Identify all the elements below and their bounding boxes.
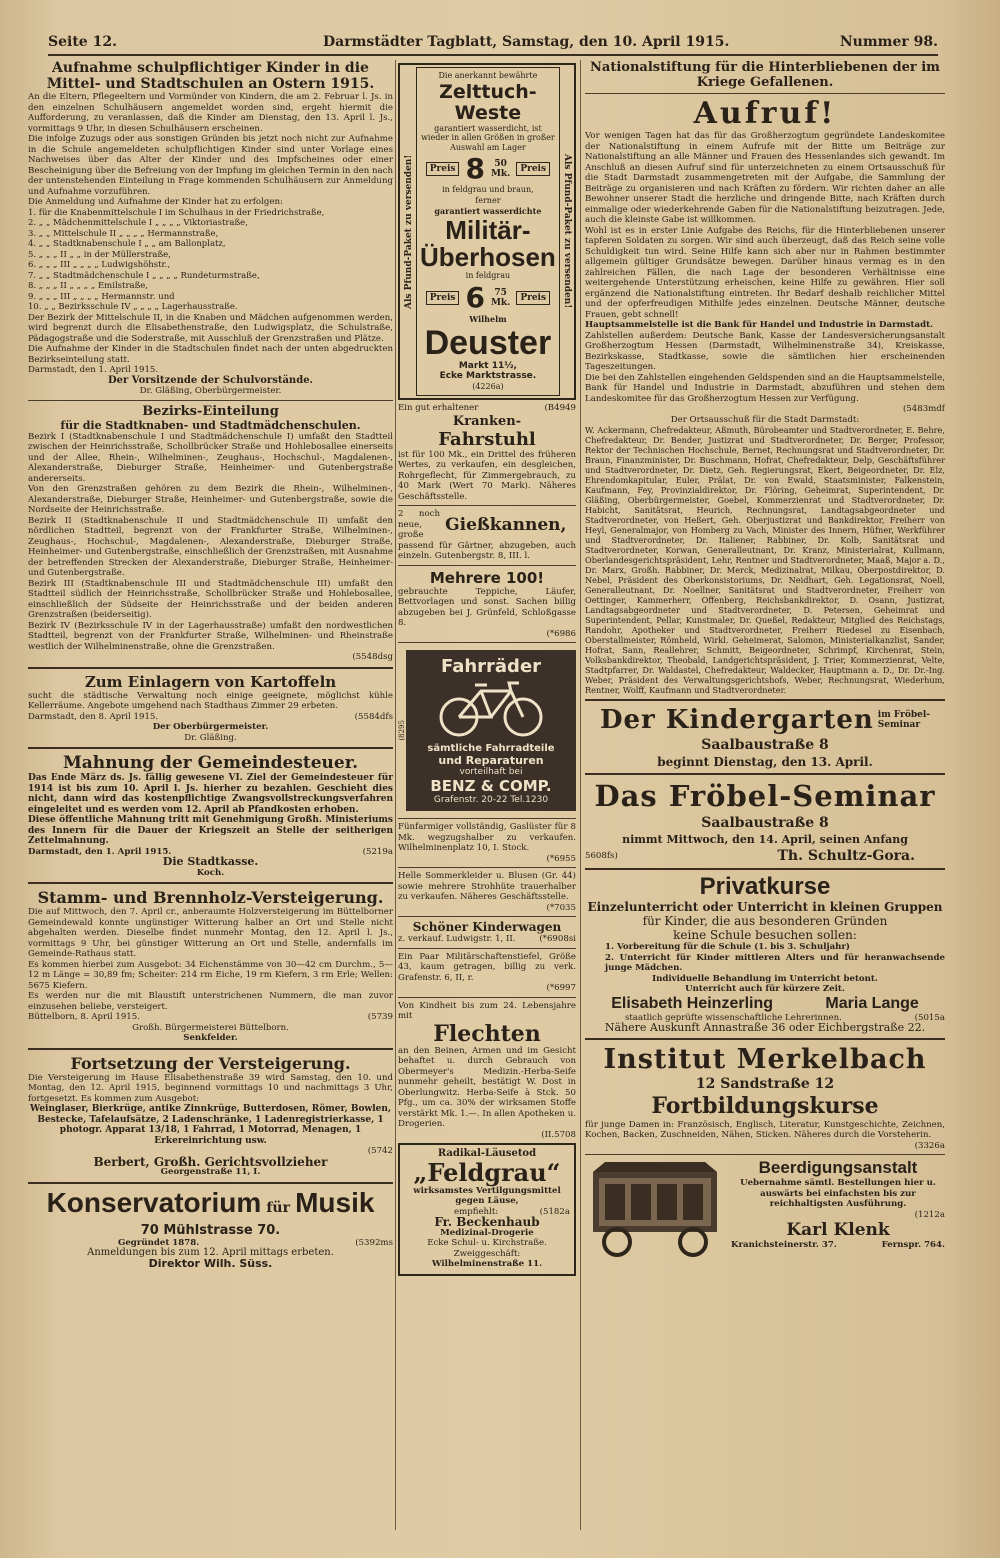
paragraph: Der Bezirk der Mittelschule II, in die Knaben und Mädchen aufgenommen werden, wird begrenzt durch die Elisabethenstraße, den Ludwigsplatz, die Schulstraße, Pädagogstraße und die Soderstraße, mit Ausschluß der Grenzstraßen und Plätze. bbox=[28, 312, 393, 344]
tax-reminder bbox=[28, 753, 393, 878]
divider bbox=[28, 1048, 393, 1050]
paragraph: Hauptsammelstelle ist die Bank für Handel und Industrie in Darmstadt. bbox=[585, 320, 934, 330]
line: vorteilhaft bei bbox=[459, 767, 523, 777]
private-courses-ad bbox=[585, 874, 945, 1034]
intro: 2 noch neue, große bbox=[398, 509, 440, 540]
price-currency: Mk. bbox=[490, 297, 511, 308]
district-title: Bezirks-Einteilung bbox=[142, 403, 279, 419]
price-label: Preis bbox=[426, 162, 460, 176]
page-header bbox=[48, 34, 938, 56]
carpets-ad bbox=[398, 569, 576, 640]
address: Kranichsteinerstr. 37. bbox=[731, 1240, 837, 1250]
list-item: 3. „ „ Mittelschule II „ „ „ „ Hermannstraße, bbox=[28, 228, 219, 239]
signature-name: Senkfelder. bbox=[183, 1033, 238, 1043]
wheelchair-ad bbox=[398, 403, 576, 502]
product-title: Zelttuch- bbox=[439, 80, 537, 103]
stroller-text: z. verkauf. Ludwigstr. 1, II. bbox=[398, 934, 516, 944]
tax-title: Mahnung der Gemeindesteuer. bbox=[62, 753, 359, 773]
courses-title: Privatkurse bbox=[699, 873, 831, 900]
signature: Der Oberbürgermeister. bbox=[152, 722, 269, 732]
committee-members: W. Ackermann, Chefredakteur, Aßmuth, Bürobeamter und Stadtverordneter, E. Behre, Chefredakteur, Dr. Bender, Justizrat und Stadtverordneter, Dr. Berger, Professor, Rektor der Technischen Hochschule, Bernet, Rechnungsrat und Stadtverordneter, Dr. Braun, Finanzminister, Dr. Buschmann, Hofrat, Chefredakteur, Delp, Geschäftsführer und Stadtverordneter, Dr. Dietz, Geh. Regierungsrat, Ekert, Beigeordneter, Dr. Elz, Ehrendomkapitular, Euler, Prälat, Dr. von Ewald, Staatsminister, Falkenstein, Kaufmann, Fey, Provinzialdirektor, Dr. Flöring, Geheimrat, Superintendent, Dr. Gläßing, Oberbürgermeister, Goebel, Kommerzienrat und Stadtverordneter, Dr. Habicht, Sanitätsrat, Heurich, Rechnungsrat, Landtagsabgeordneter und Stadtverordneter, von Heßert, Geh. Oberjustizrat und Bankdirektor, Freiherr von Heyl, Generalmajor, von Homberg zu Vach, Minister des Innern, Hüfner, Werkführer und Stadtverordneter, Dr. Italiener, Rabbiner, Dr. Kolb, Sanitätsrat und Stadtverordneter, Korwan, Generalleutnant, Dr. Kranz, Ministerialrat, Kullmann, Oberlandesgerichtspräsident, Lehr, Rentner und Stadtverordneter, Maaß, Major a. D., Dr. Marx, Großh. Rabbiner, Dr. Merck, Medizinalrat, Milkau, Oberpostdirektor, D. Nebel, Präsident des Oberkonsistoriums, Dr. Neidhart, Geh. Legationsrat, Noell, Generalleutnant, Dr. Noellner, Sanitätsrat und Stadtverordneter, Freiherr von Oettinger, Kammerherr, Offenberg, Reichsbankdirektor, D. Osann, Justizrat, Landtagsabgeordneter und Stadtverordneter, D. Petersen, Geheimrat und Superintendent, Pellar, Kunstmaler, Dr. Queßel, Redakteur, Mitglied des Reichstags, Randohr, Apotheker und Stadtverordneter, Freiherr Riedesel zu Eisenbach, Oberstallmeister, Römheld, Wirkl. Geheimerat, Salomon, Ministerialkanzlist, Sander, Hofrat, Sann, Reallehrer, Schmitt, Beigeordneter, Schrimpf, Kirchenrat, Stein, Volksbankdirektor, Theobald, Landgerichtspräsident, J. Trier, Kommerzienrat, Velte, Stadtpfarrer, Dr. Waldastel, Chefredakteur, Waldecker, Hauptmann a. D., Dr. Dr.-Ing. Weber, Präsident des Verwaltungsgerichtshofs, Weber, Rechnungsrat, Wiederhum, Rentner, Wolff, Kaufmann und Stadtverordneter. bbox=[585, 425, 945, 695]
conservatory-ad bbox=[28, 1188, 393, 1270]
start-date: nimmt Mittwoch, den 14. April, seinen Anfang bbox=[622, 833, 908, 846]
summer-dresses-ad: Helle Sommerkleider u. Blusen (Gr. 44) sowie mehrere Strohhüte trauerhalber zu verkaufen. Näheres Geschäftsstelle. bbox=[398, 871, 576, 902]
watering-can-ad bbox=[398, 509, 576, 562]
newspaper-masthead-line: Darmstädter Tagblatt, Samstag, den 10. April 1915. bbox=[323, 34, 730, 50]
signature: Die Stadtkasse. bbox=[162, 855, 259, 868]
stroller-title: Schöner Kinderwagen bbox=[412, 920, 562, 934]
firm-type: Medizinal-Drogerie bbox=[440, 1227, 534, 1238]
date-line: Büttelborn, 8. April 1915. bbox=[28, 1012, 140, 1022]
recommends: empfiehlt: bbox=[454, 1206, 499, 1217]
paragraph: Das Ende März ds. Js. fällig gewesene VI. Ziel der Gemeindesteuer für 1914 ist bis zum 10. April l. Js. hierher zu bezahlen. Geschieht dies nicht, dann wird das kostenpflichtige Zwangsvollstreckungsverfahren eingeleitet und es werden vom 12. April ab Pfandkosten erhoben. bbox=[28, 773, 393, 815]
paragraph: Vor wenigen Tagen hat das für das Großherzogtum gegründete Landeskomitee der Nationalstiftung in einem Aufrufe mit der Bitte um Beiträge zur Nationalstiftung an alle Männer und Frauen des Hessenlandes sich gewandt. Im Anschluß an diesen Aufruf sind für unterzeichneten zu einem Ortsausschuß für die Stadt Darmstadt zusammengetreten mit der Aufgabe, die Sammlung der Beiträge zu organisieren und nach Kräften zu fördern. Wir richten daher an alle Bewohner unserer Stadt die herzliche und dringende Bitte, nach Kräften durch einmalige oder wiederkehrende Gaben für die Nationalstiftung beizutragen. Jede, auch die kleinste Gabe ist willkommen. bbox=[585, 131, 945, 225]
intro: Die anerkannt bewährte bbox=[438, 71, 538, 80]
ad-code: (B4949 bbox=[544, 403, 576, 413]
color-feldgrau: in feldgrau bbox=[465, 270, 511, 280]
subtitle: keine Schule besuchen sollen: bbox=[673, 928, 857, 942]
auction-continued bbox=[28, 1054, 393, 1178]
signature: Großh. Bürgermeisterei Büttelborn. bbox=[132, 1022, 289, 1033]
paragraph: Es werden nur die mit Blaustift unterstrichenen Nummern, die man zuvor einzusehen beliebe, versteigert. bbox=[28, 991, 393, 1012]
price-label: Preis bbox=[426, 291, 460, 305]
description: für junge Damen in: Französisch, Englisch, Literatur, Kunstgeschichte, Zeichnen, Kochen, Backen, Zuschneiden, Nähen, Sticken. Näheres durch die Vorsteherin. bbox=[585, 1119, 945, 1140]
ad-code: (5584dfs bbox=[354, 711, 393, 722]
product-title: Kranken- bbox=[452, 413, 522, 429]
ad-code: (1212a bbox=[914, 1209, 945, 1220]
product-title: Militär- bbox=[445, 214, 531, 245]
branch-label: Zweiggeschäft: bbox=[453, 1248, 521, 1259]
description: Uebernahme sämtl. Bestellungen hier u. auswärts bei einfachsten bis zur reichhaltigsten Ausführung. bbox=[740, 1178, 936, 1209]
divider bbox=[585, 868, 945, 870]
paragraph: Es kommen hierbei zum Ausgebot: 34 Eichenstämme von 30—42 cm Durchm., 5—12 m Länge = 30,89 fm; Scheiter: 214 rm Eiche, 19 rm Kiefern, 3 rm Erle; Wellen: 5675 Kiefern. bbox=[28, 959, 393, 991]
intro: Von Kindheit bis zum 24. Lebensjahre mit bbox=[398, 1000, 576, 1021]
issue-number: Nummer 98. bbox=[839, 34, 938, 50]
price-value: 8 bbox=[465, 152, 485, 185]
column-divider bbox=[580, 60, 581, 1530]
address: Ecke Schul- u. Kirchstraße. bbox=[427, 1238, 547, 1248]
price-block bbox=[420, 152, 556, 185]
ad-code: 5608fs) bbox=[585, 850, 618, 861]
paragraph: sucht die städtische Verwaltung noch einige geeignete, möglichst kühle Kellerräume. Angebote umgehend nach Stadthaus Zimmer 29 erbeten. bbox=[28, 690, 393, 711]
price-block bbox=[420, 281, 556, 314]
price-value: 6 bbox=[465, 281, 485, 314]
committee-heading: Der Ortsausschuß für die Stadt Darmstadt: bbox=[670, 414, 860, 425]
ad-code: (3326a bbox=[914, 1140, 945, 1151]
teacher-name: Maria Lange bbox=[825, 994, 919, 1012]
merkelbach-ad bbox=[585, 1044, 945, 1152]
school-notice bbox=[28, 60, 393, 397]
ad-code: (5739 bbox=[367, 1012, 393, 1022]
price-label: Preis bbox=[516, 291, 550, 305]
line: und Reparaturen bbox=[438, 754, 544, 767]
divider bbox=[398, 997, 576, 998]
list-item: 8. „ „ „ II „ „ „ „ Emilstraße, bbox=[28, 281, 148, 291]
hearse-image bbox=[585, 1158, 725, 1258]
qualification: staatlich geprüfte wissenschaftliche Lehrerinnen. bbox=[625, 1012, 842, 1023]
side-text-right: Als Pfund-Paket zu versenden! bbox=[561, 154, 572, 309]
divider bbox=[398, 565, 576, 566]
conservatory-title-for: für bbox=[266, 1199, 290, 1216]
list-item: 6. „ „ „ III „ „ „ „ Ludwigshöhstr., bbox=[28, 260, 171, 270]
price-label: Preis bbox=[516, 162, 550, 176]
description: ist für 100 Mk., ein Drittel des früheren Wertes, zu verkaufen, ein desgleichen, Rohrgeflecht, für Zimmergebrauch, zu 40 Mark (Wert 70 Mark). Näheres Geschäftsstelle. bbox=[398, 449, 576, 502]
ad-code: (5219a bbox=[362, 846, 393, 857]
tent-vest-ad bbox=[398, 63, 576, 400]
list-item: 1. Vorbereitung für die Schule (1. bis 3. Schuljahr) bbox=[605, 942, 850, 952]
divider bbox=[585, 1154, 945, 1155]
ferner: ferner bbox=[475, 195, 501, 205]
gas-chandelier-ad: Fünfarmiger vollständig, Gaslüster für 8 Mk. wegzugshalber zu verkaufen. Wilhelminenplatz 10, I. Stock. bbox=[398, 822, 576, 853]
price-cents: 50 bbox=[494, 158, 507, 169]
subtitle: Einzelunterricht oder Unterricht in kleinen Gruppen bbox=[587, 900, 943, 914]
signature-name: Koch. bbox=[196, 867, 225, 878]
paragraph: Die bei den Zahlstellen eingehenden Geldspenden sind an die Hauptsammelstelle, Bank für Handel und Industrie in Darmstadt, abzuführen und stehen dem Landeskomitee für das Großherzogtum Hessen zur Verfügung. bbox=[585, 372, 945, 404]
list-item: 2. Unterricht für Kinder mittleren Alters und für heranwachsende junge Mädchen. bbox=[605, 952, 945, 973]
paragraph: Bezirk I (Stadtknabenschule I und Stadtmädchenschule I) umfaßt den Stadtteil zwischen der Heinrichsstraße, Schollbrücker Straße und Hohlebosallee einerseits und der Allee, Rhein-, Wilhelminen-, Zeughaus-, Hochschul-, Magdalenen-, Alexanderstraße, Dieburger Straße, Heinheimer- und Gutenbergstraße andererseits. bbox=[28, 431, 393, 484]
product-title: Gießkannen, bbox=[445, 514, 567, 535]
appeal-heading: Aufruf! bbox=[693, 96, 837, 131]
signature-name: Georgenstraße 11, I. bbox=[160, 1167, 261, 1177]
lice-remedy-ad bbox=[398, 1143, 576, 1276]
timber-auction bbox=[28, 888, 393, 1044]
product-title: „Feldgrau“ bbox=[413, 1157, 561, 1187]
divider bbox=[28, 667, 393, 669]
paragraph: Bezirk IV (Bezirksschule IV in der Lagerhausstraße) umfaßt den nordwestlichen Stadtteil, begrenzt von der Frankfurter Straße, Wilhelminen- und Rheinstraße westlich der Wilhelminenstraße, ohne die Grenzstraßen. bbox=[28, 620, 393, 652]
firm-name: Fr. Beckenhaub bbox=[434, 1215, 540, 1229]
description: passend für Gärtner, abzugeben, auch einzeln. Gutenbergstr. 8, III. l. bbox=[398, 540, 576, 561]
ad-code: (5548dsg bbox=[352, 652, 393, 662]
divider bbox=[585, 93, 945, 94]
product-title: Fahrräder bbox=[440, 656, 542, 677]
paragraph: Von den Grenzstraßen gehören zu dem Bezirk die Rhein-, Wilhelminen-, Alexanderstraße, Dieburger Straße, Heinheimer- und Gutenbergstraße, sowie die Nordseite der Heinrichsstraße. bbox=[28, 484, 393, 515]
page-number: Seite 12. bbox=[48, 34, 117, 50]
guarantee: garantiert wasserdichte bbox=[434, 206, 542, 216]
school-list bbox=[28, 208, 393, 313]
school-notice-title: Aufnahme schulpflichtiger Kinder in die Mittel- und Stadtschulen an Ostern 1915. bbox=[46, 60, 375, 92]
intro: Radikal-Läusetod bbox=[437, 1148, 537, 1159]
conservatory-address: 70 Mühlstrasse 70. bbox=[140, 1222, 281, 1238]
district-notice bbox=[28, 404, 393, 663]
kindergarten-title: Der Kindergarten bbox=[599, 705, 874, 735]
paragraph: Die Aufnahme der Kinder in die Stadtschulen findet nach der unten abgedruckten Bezirkseinteilung statt. bbox=[28, 344, 393, 365]
list-item: 2. „ „ Mädchenmittelschule I „ „ „ „ Viktoriastraße, bbox=[28, 218, 248, 228]
list-item: 7. „ „ Stadtmädchenschule I „ „ „ „ Rundeturmstraße, bbox=[28, 270, 260, 281]
eczema-ad bbox=[398, 1001, 576, 1141]
paragraph: Bezirk II (Stadtknabenschule II und Stadtmädchenschule II) umfaßt den nördlichen Stadtteil, begrenzt von der Frankfurter Straße, Wilhelminen-, Zeughaus-, Hochschul-, Magdalenen-, Alexanderstraße, Dieburger Straße, Heinheimer- und Gutenbergstraße, einschließlich der Grenzstraßen, mit Ausnahme der betreffenden Strecken der Alexanderstraße, Dieburger Straße, Heinheimer- und Gutenbergstraße. bbox=[28, 515, 393, 578]
product-title: Weste bbox=[454, 101, 522, 124]
teacher-name: Elisabeth Heinzerling bbox=[611, 994, 774, 1012]
address: Saalbaustraße 8 bbox=[701, 815, 829, 831]
address: Markt 11½, bbox=[458, 360, 517, 371]
institute-title: Institut Merkelbach bbox=[603, 1043, 927, 1075]
signature-name: Dr. Gläßing, Oberbürgermeister. bbox=[139, 386, 282, 396]
divider bbox=[28, 1182, 393, 1184]
auction-title: Fortsetzung der Versteigerung. bbox=[70, 1053, 351, 1073]
divider bbox=[398, 867, 576, 868]
product-title: Fahrstuhl bbox=[438, 428, 536, 450]
hearse-icon bbox=[585, 1158, 725, 1258]
divider bbox=[28, 400, 393, 401]
founded: Gegründet 1878. bbox=[118, 1237, 200, 1248]
registration-line: Anmeldungen bis zum 12. April mittags erbeten. bbox=[87, 1247, 334, 1258]
ad-code: (5742 bbox=[367, 1146, 393, 1156]
list-item: 9. „ „ „ III „ „ „ „ Hermannstr. und bbox=[28, 291, 175, 302]
paragraph: Die auf Mittwoch, den 7. April cr., anberaumte Holzversteigerung im Büttelborner Gemeindewald konnte ungünstiger Witterung halber an Ort und Stelle nicht abgehalten werden. Dieselbe findet nunmehr Montag, den 12. April l. Js., vormittags 9 Uhr, bei günstiger Witterung an Ort und Stelle, andernfalls im Gemeinde-Rathaus statt. bbox=[28, 907, 393, 959]
timber-title: Stamm- und Brennholz-Versteigerung. bbox=[37, 888, 384, 907]
paragraph: Bezirk III (Stadtknabenschule III und Stadtmädchenschule III) umfaßt den Stadtteil südlich der Heinrichsstraße, Schollbrücker Straße und Hohlebosallee, einschließlich der Südseite der Heinrichsstraße und der beiden anderen Grenzstraßen (beiderseitig). bbox=[28, 578, 393, 620]
column-middle bbox=[398, 60, 576, 1540]
product-title: Mehrere 100! bbox=[429, 568, 545, 587]
ad-code: (5015a bbox=[914, 1012, 945, 1023]
divider bbox=[398, 642, 576, 643]
divider bbox=[398, 505, 576, 506]
divider bbox=[398, 948, 576, 949]
paragraph: Die Versteigerung im Hause Elisabethenstraße 39 wird Samstag, den 10. und Montag, den 12. April 1915, beginnend vormittags 10 und nachmittags 3 Uhr, fortgesetzt. Es kommen zum Ausgebot: bbox=[28, 1072, 393, 1104]
paragraph: Diese öffentliche Mahnung tritt mit Genehmigung Großh. Ministeriums des Innern für die Dauer der Kriegszeit an Stelle der seitherigen Zettelmahnung. bbox=[28, 815, 393, 846]
address: 12 Sandstraße 12 bbox=[695, 1075, 835, 1092]
director: Direktor Wilh. Süss. bbox=[148, 1256, 273, 1270]
divider bbox=[398, 916, 576, 917]
ad-code: (5182a bbox=[539, 1206, 570, 1217]
price-currency: Mk. bbox=[490, 168, 511, 179]
divider bbox=[585, 699, 945, 701]
divider bbox=[28, 882, 393, 884]
column-left bbox=[28, 60, 393, 1540]
date-line: Darmstadt, den 8. April 1915. bbox=[28, 711, 159, 722]
line: sämtliche Fahrradteile bbox=[427, 743, 555, 754]
conservatory-title-music: Musik bbox=[295, 1186, 375, 1218]
ad-code: (*6997 bbox=[546, 983, 576, 993]
side-text: Seminar bbox=[877, 720, 921, 730]
tent-vest-content bbox=[416, 67, 560, 396]
list-item: 1. für die Knabenmittelschule I im Schulhaus in der Friedrichstraße, bbox=[28, 207, 325, 218]
note: Individuelle Behandlung im Unterricht betont. bbox=[652, 973, 878, 984]
subtitle: für Kinder, die aus besonderen Gründen bbox=[642, 914, 888, 928]
paragraph: Zahlstellen außerdem: Deutsche Bank, Kasse der Landesversicherungsanstalt Großherzogtum Hessen (Darmstadt, Wilhelminenstraße 34), Kreiskasse, Bezirkskasse, Stadtkasse, sowie die sämtlichen hier erscheinenden Tageszeitungen. bbox=[585, 330, 945, 372]
price-cents: 75 bbox=[494, 287, 507, 298]
paragraph: An die Eltern, Pflegeeltern und Vormünder von Kindern, die am 2. Februar l. Js. in den einzelnen Schulhäusern angemeldet worden sind, ergeht hiermit die Aufforderung, zu veranlassen, daß die Kinder am Dienstag, den 13. April l. Js., vormittags 9 Uhr, in diesen Schulhäusern erscheinen. bbox=[28, 92, 393, 134]
ad-code: (*6955 bbox=[546, 853, 576, 864]
note: Unterricht auch für kürzere Zeit. bbox=[685, 984, 845, 994]
conservatory-title: Konservatorium bbox=[46, 1186, 262, 1218]
district-subtitle: für die Stadtknaben- und Stadtmädchenschulen. bbox=[60, 418, 361, 432]
ad-code: (II.5708 bbox=[541, 1129, 576, 1140]
product-title: Flechten bbox=[433, 1020, 541, 1047]
side-text: im Fröbel- bbox=[877, 710, 931, 720]
intro: Ein gut erhaltener bbox=[398, 403, 479, 413]
ad-code: (5483mdf bbox=[902, 404, 945, 414]
funeral-title: Beerdigungsanstalt bbox=[758, 1158, 918, 1177]
paragraph: Die infolge Zuzugs oder aus sonstigen Gründen bis jetzt noch nicht zur Aufnahme in die Schule angemeldeten schulpflichtigen Kinder sind unter Vorlage eines Nachweises über das Alter der Kinder und des Impfscheines oder einer Bescheinigung über die Befreiung von der Impfung im gleichen Termin in den nach der untenstehenden Einteilung in Frage kommenden Schulhäusern zur Anmeldung und Aufnahme vorzuführen. bbox=[28, 134, 393, 197]
firm-first-name: Wilhelm bbox=[469, 314, 507, 324]
date-line: Darmstadt, den 1. April 1915. bbox=[28, 846, 172, 857]
list-item: 5. „ „ „ II „ „ in der Müllerstraße, bbox=[28, 249, 171, 260]
potato-notice bbox=[28, 673, 393, 744]
froebel-seminar-ad bbox=[585, 779, 945, 864]
list-item: 4. „ „ Stadtknabenschule I „ „ am Ballonplatz, bbox=[28, 239, 226, 249]
foundation-title: Nationalstiftung für die Hinterbliebenen der im Kriege Gefallenen. bbox=[590, 60, 940, 90]
firm-name: BENZ & COMP. bbox=[430, 777, 552, 795]
potato-title: Zum Einlagern von Kartoffeln bbox=[84, 672, 337, 691]
ad-code: (8295 bbox=[398, 720, 406, 741]
seminar-title: Das Fröbel-Seminar bbox=[594, 779, 936, 813]
ad-code: (*6986 bbox=[546, 628, 576, 639]
ad-code: (*7035 bbox=[546, 902, 576, 913]
courses-subtitle: Fortbildungskurse bbox=[651, 1092, 879, 1119]
ad-code: (4226a) bbox=[472, 381, 504, 391]
list-item: 10. „ „ Bezirksschule IV „ „ „ „ Lagerhausstraße. bbox=[28, 302, 238, 312]
description: an den Beinen, Armen und im Gesicht behaftet u. durch Gebrauch von Obermeyer's Medizin.-Herba-Seife nunmehr geheilt, bestätigt W. Dost in Oberlungwitz. Herba-Seife à Stck. 50 Pfg., um ca. 30% der wirksamen Stoffe verstärkt Mk. 1.—. In allen Apotheken u. Drogerien. bbox=[398, 1045, 576, 1129]
column-right bbox=[585, 60, 945, 1540]
bicycle-ad-wrap bbox=[398, 646, 576, 815]
colors: in feldgrau und braun, bbox=[442, 185, 534, 194]
national-foundation-appeal bbox=[585, 60, 945, 695]
start-date: beginnt Dienstag, den 13. April. bbox=[657, 755, 873, 769]
signature: Berbert, Großh. Gerichtsvollzieher bbox=[93, 1154, 328, 1169]
info-line: Nähere Auskunft Annastraße 36 oder Eichbergstraße 22. bbox=[604, 1021, 926, 1034]
phone: Fernspr. 764. bbox=[881, 1240, 945, 1250]
signature: Th. Schultz-Gora. bbox=[777, 848, 915, 864]
paragraph: Wohl ist es in erster Linie Aufgabe des Reichs, für die Hinterbliebenen unserer tapferen Soldaten zu sorgen. Wir sind auch überzeugt, daß das Reich seine volle Schuldigkeit tun wird. Seine Hilfe kann sich aber nur in Rahmen bestimmter allgemein gültiger Grundsätze bewegen. Darüber hinaus vermag es in den zahlreichen Fällen, die nach Lage der besonderen Verhältnisse eine weitergehende Unterstützung erheischen, keine Hilfe zu gewähren. Hier soll ergänzend die Nationalstiftung eintreten. Ihr Bedarf deshalb reichlicher Mittel und der opferfreudigen Mithilfe jedes einzelnen. Deutsche Männer, deutsche Frauen, gebt schnell! bbox=[585, 225, 945, 320]
product-title: Überhosen bbox=[420, 241, 556, 272]
paragraph: Weinglaser, Bierkrüge, antike Zinnkrüge, Butterdosen, Römer, Bowlen, Bestecke, Tafelaufsätze, 2 Ladenschränke, 1 Ladenregistrierkasse, 1 photogr. Apparat 13/18, 1 Fahrrad, 1 Motorrad, Menagen, 1 Erkereinrichtung usw. bbox=[29, 1104, 392, 1146]
date-line: Darmstadt, den 1. April 1915. bbox=[28, 365, 159, 375]
signature-name: Dr. Gläßing. bbox=[184, 732, 237, 743]
branch-address: Wilhelminenstraße 11. bbox=[431, 1259, 543, 1269]
bicycle-icon bbox=[431, 677, 551, 739]
ad-code: (*6908si bbox=[539, 934, 576, 944]
firm-name: Karl Klenk bbox=[786, 1220, 890, 1240]
paragraph: Die Anmeldung und Aufnahme der Kinder hat zu erfolgen: bbox=[28, 197, 283, 207]
description: garantiert wasserdicht, ist wieder in allen Größen in großer Auswahl am Lager bbox=[421, 123, 555, 152]
side-text-left: Als Pfund-Paket zu versenden! bbox=[404, 154, 414, 309]
divider bbox=[585, 1038, 945, 1040]
firm-name: Deuster bbox=[424, 323, 552, 362]
bicycle-ad bbox=[406, 650, 576, 811]
signature: Der Vorsitzende der Schulvorstände. bbox=[107, 374, 314, 386]
divider bbox=[28, 747, 393, 749]
divider bbox=[398, 818, 576, 819]
description: gebrauchte Teppiche, Läufer, Bettvorlagen und sonst. Sachen billig abzugeben bei J. Grünfeld, Schloßgasse 8. bbox=[398, 586, 576, 628]
divider bbox=[585, 773, 945, 775]
funeral-home-ad bbox=[585, 1158, 945, 1258]
address: Ecke Marktstrasse. bbox=[439, 371, 537, 381]
kindergarten-ad bbox=[585, 705, 945, 769]
address: Grafenstr. 20-22 Tel.1230 bbox=[433, 795, 549, 805]
column-divider bbox=[395, 60, 396, 1530]
address: Saalbaustraße 8 bbox=[701, 737, 829, 753]
description: wirksamstes Vertilgungsmittel gegen Läuse, bbox=[413, 1185, 561, 1206]
ad-code: (5392ms bbox=[355, 1237, 393, 1248]
boots-ad: Ein Paar Militärschaftenstiefel, Größe 43, kaum getragen, billig zu verk. Grafenstr. 6, II, r. bbox=[398, 951, 576, 983]
